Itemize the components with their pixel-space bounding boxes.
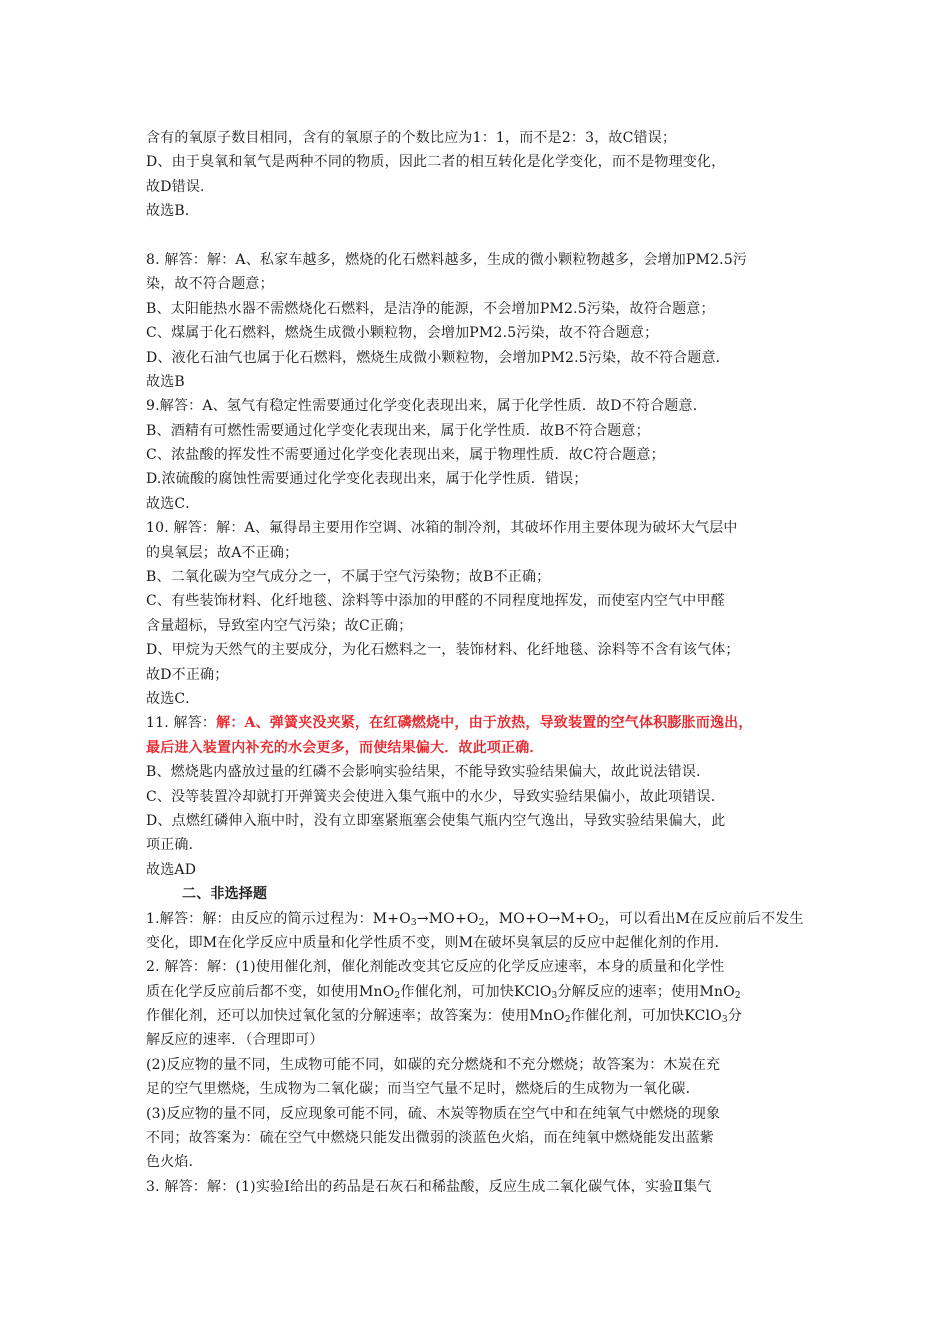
text-line: 2. 解答：解：(1)使用催化剂，催化剂能改变其它反应的化学反应速率，本身的质量和化学性 — [146, 959, 725, 976]
question-11 — [146, 711, 816, 882]
text-block — [146, 126, 816, 711]
text-line: 解反应的速率．（合理即可） — [146, 1032, 324, 1049]
document-page — [146, 126, 816, 1199]
blank-line — [146, 224, 816, 248]
text-line: 变化，即M在化学反应中质量和化学性质不变，则M在破坏臭氧层的反应中起催化剂的作用． — [146, 934, 729, 951]
text-line: 故选C． — [146, 690, 200, 707]
text-line: (2)反应物的量不同，生成物可能不同，如碳的充分燃烧和不充分燃烧；故答案为：木炭在充 — [146, 1056, 721, 1073]
text-line: 故选B． — [146, 203, 200, 220]
text-line: 含量超标，导致室内空气污染；故C正确； — [146, 617, 413, 634]
section-heading: 二、非选择题 — [182, 886, 268, 903]
text-line: B、燃烧匙内盛放过量的红磷不会影响实验结果，不能导致实验结果偏大，故此说法错误． — [146, 764, 711, 781]
highlighted-text: 最后进入装置内补充的水会更多，而使结果偏大．故此项正确． — [146, 739, 544, 756]
text-line: 1.解答：解：由反应的简示过程为：$M+O_3\to MO+O_2$，$MO+O\to M+O_2$，可以看出M在反应前后不发生 — [146, 910, 804, 928]
text-line: C、有些装饰材料、化纤地毯、涂料等中添加的甲醛的不同程度地挥发，而使室内空气中甲醛 — [146, 593, 725, 610]
text-line: C、浓盐酸的挥发性不需要通过化学变化表现出来，属于物理性质．故C符合题意； — [146, 447, 665, 464]
answer-1 — [146, 907, 816, 956]
text-line: C、煤属于化石燃料，燃烧生成微小颗粒物，会增加PM2.5污染，故不符合题意； — [146, 325, 659, 342]
text-line: 项正确． — [146, 837, 203, 854]
text-line: C、没等装置冷却就打开弹簧夹会使进入集气瓶中的水少，导致实验结果偏小，故此项错误． — [146, 788, 725, 805]
text-line: 色火焰． — [146, 1154, 203, 1171]
text-line: 9.解答：A、氢气有稳定性需要通过化学变化表现出来，属于化学性质．故D不符合题意． — [146, 398, 707, 415]
text-line: B、酒精有可燃性需要通过化学变化表现出来，属于化学性质．故B不符合题意； — [146, 422, 650, 439]
text-line: D.浓硫酸的腐蚀性需要通过化学变化表现出来，属于化学性质．错误； — [146, 471, 588, 488]
text-line: 不同；故答案为：硫在空气中燃烧只能发出微弱的淡蓝色火焰，而在纯氧中燃烧能发出蓝紫 — [146, 1130, 714, 1147]
text-line: D、甲烷为天然气的主要成分，为化石燃料之一，装饰材料、化纤地毯、涂料等不含有该气体； — [146, 642, 740, 659]
text-line: 质在化学反应前后都不变，如使用MnO$_2$作催化剂，可加快KClO$_3$分解反应的速率；使用MnO$_2$ — [146, 983, 741, 1001]
text-line: 足的空气里燃烧，生成物为二氧化碳；而当空气量不足时，燃烧后的生成物为一氧化碳． — [146, 1081, 700, 1098]
text-line: D、液化石油气也属于化石燃料，燃烧生成微小颗粒物，会增加PM2.5污染，故不符合题意． — [146, 349, 730, 366]
text-line: 的臭氧层；故A不正确； — [146, 544, 299, 561]
text-line: 染，故不符合题意； — [146, 276, 274, 293]
text-line: 故D错误． — [146, 178, 215, 195]
text-line: D、由于臭氧和氧气是两种不同的物质，因此二者的相互转化是化学变化，而不是物理变化， — [146, 154, 726, 171]
text-line: 10. 解答：解：A、氟得昂主要用作空调、冰箱的制冷剂，其破坏作用主要体现为破坏大气层中 — [146, 520, 738, 537]
text-line: 8. 解答：解：A、私家车越多，燃烧的化石燃料越多，生成的微小颗粒物越多，会增加PM2.5污 — [146, 251, 748, 268]
text-line: 故D不正确； — [146, 666, 229, 683]
text-line: 故选AD — [146, 861, 197, 878]
text-line: 作催化剂，还可以加快过氧化氢的分解速率；故答案为：使用MnO$_2$作催化剂，可加快KClO$_3$分 — [146, 1008, 743, 1026]
text-line: 3. 解答：解：(1)实验Ⅰ给出的药品是石灰石和稀盐酸，反应生成二氧化碳气体，实验Ⅱ集气 — [146, 1178, 712, 1195]
text-line: 11. 解答：解：A、弹簧夹没夹紧，在红磷燃烧中，由于放热，导致装置的空气体积膨胀而逸出， — [146, 715, 753, 732]
text-line: 故选C． — [146, 495, 200, 512]
text-line: B、二氧化碳为空气成分之一，不属于空气污染物；故B不正确； — [146, 569, 551, 586]
text-line: B、太阳能热水器不需燃烧化石燃料，是洁净的能源，不会增加PM2.5污染，故符合题意； — [146, 300, 715, 317]
text-line: 含有的氧原子数目相同，含有的氧原子的个数比应为1：1，而不是2：3，故C错误； — [146, 130, 677, 146]
text-line: (3)反应物的量不同，反应现象可能不同，硫、木炭等物质在空气中和在纯氧气中燃烧的现象 — [146, 1105, 721, 1122]
answer-2 — [146, 955, 816, 1175]
answer-3 — [146, 1175, 816, 1199]
highlighted-text: 解：A、弹簧夹没夹紧，在红磷燃烧中，由于放热，导致装置的空气体积膨胀而逸出， — [216, 715, 753, 732]
text-line: D、点燃红磷伸入瓶中时，没有立即塞紧瓶塞会使集气瓶内空气逸出，导致实验结果偏大，此 — [146, 812, 726, 829]
text-line: 故选B — [146, 373, 185, 390]
